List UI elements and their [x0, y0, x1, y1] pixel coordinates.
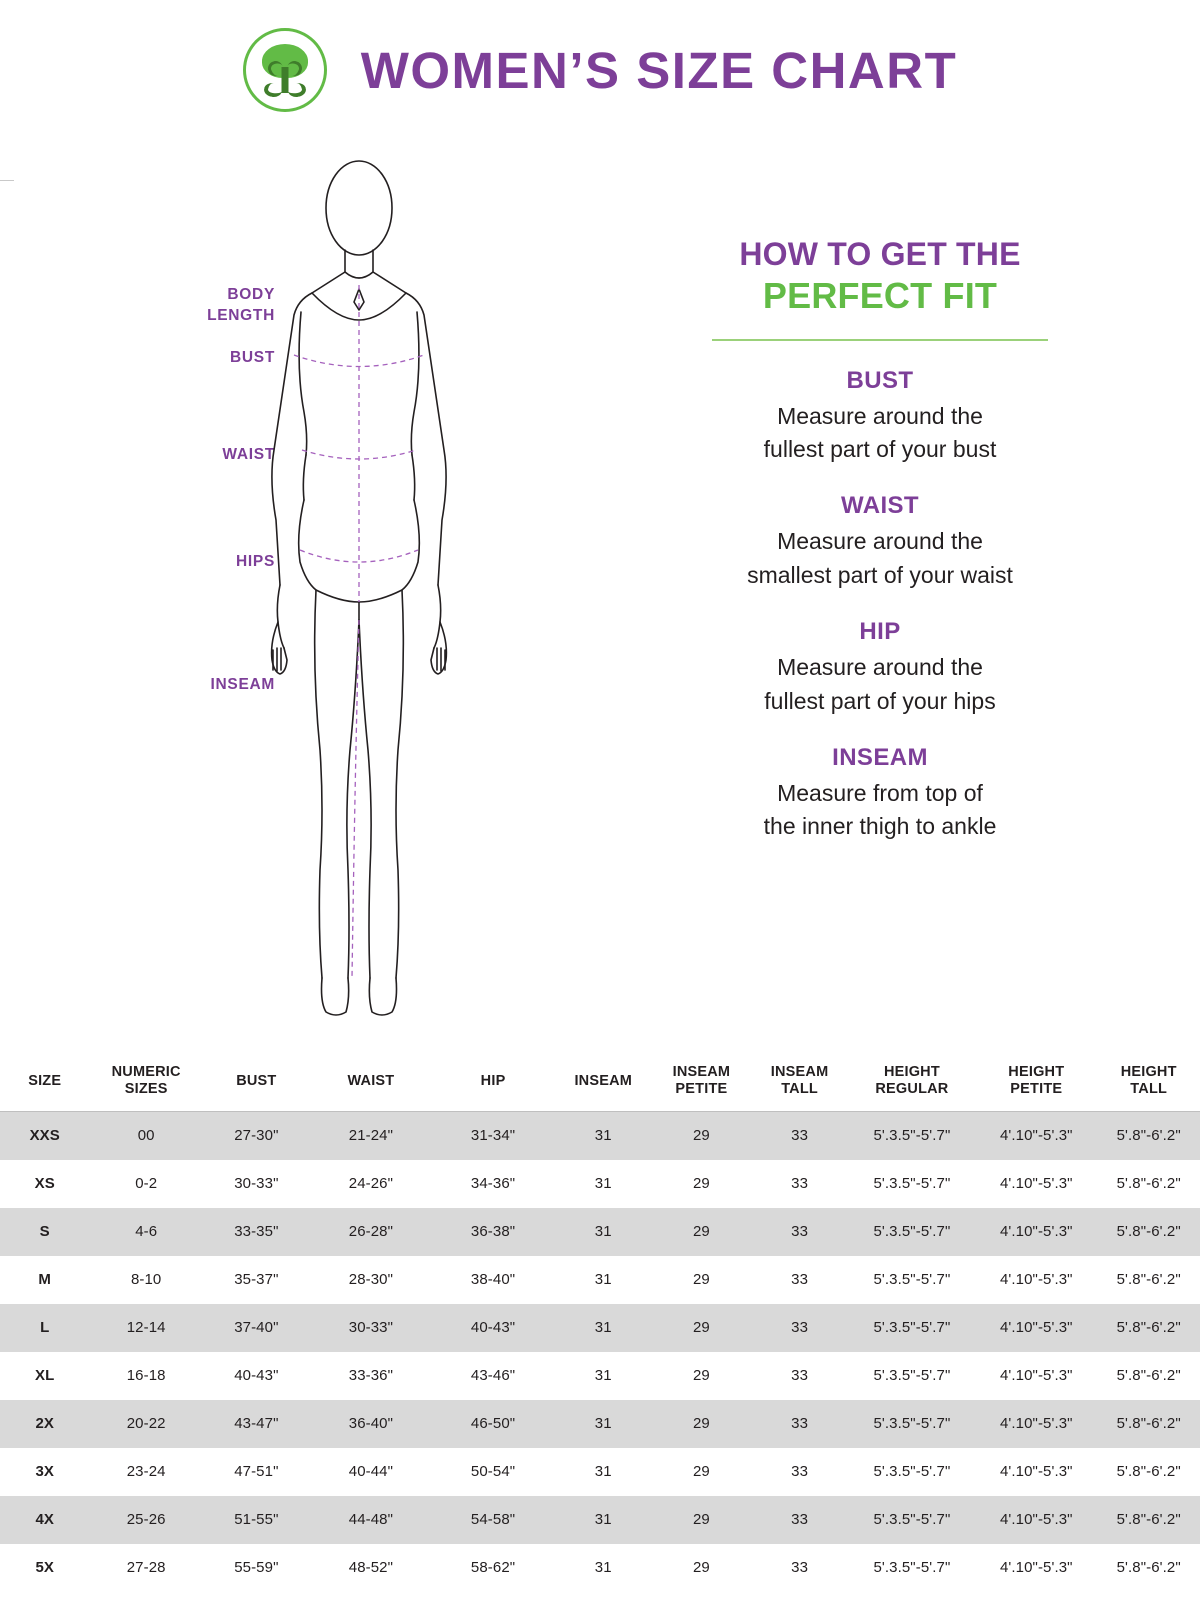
table-cell: 31	[554, 1111, 652, 1160]
table-cell: 00	[89, 1111, 202, 1160]
table-cell: 26-28"	[310, 1208, 432, 1256]
fit-item-waist-desc-line1: Measure around the	[777, 528, 983, 555]
table-cell: 33	[751, 1496, 849, 1544]
table-col-header: INSEAM PETITE	[652, 1058, 750, 1111]
table-col-header: WAIST	[310, 1058, 432, 1111]
table-cell: 20-22	[89, 1400, 202, 1448]
table-cell: 30-33"	[203, 1160, 310, 1208]
size-chart-table-wrapper	[0, 1058, 1200, 1592]
perfect-fit-guide	[585, 235, 1175, 844]
fit-item-inseam-desc-line2: the inner thigh to ankle	[763, 813, 997, 840]
label-body-length	[135, 285, 275, 327]
table-cell: 4'.10"-5'.3"	[975, 1400, 1097, 1448]
table-cell: 5'.3.5"-5'.7"	[849, 1496, 976, 1544]
table-cell: 5'.3.5"-5'.7"	[849, 1448, 976, 1496]
table-row	[0, 1544, 1200, 1592]
table-col-header: BUST	[203, 1058, 310, 1111]
table-cell: 4'.10"-5'.3"	[975, 1304, 1097, 1352]
table-cell: 37-40"	[203, 1304, 310, 1352]
table-cell: 29	[652, 1448, 750, 1496]
figure-illustration	[0, 140, 585, 1040]
table-cell: 31	[554, 1400, 652, 1448]
table-cell: 4'.10"-5'.3"	[975, 1448, 1097, 1496]
table-cell: 4'.10"-5'.3"	[975, 1160, 1097, 1208]
table-cell: 29	[652, 1256, 750, 1304]
table-cell: 33	[751, 1352, 849, 1400]
table-cell: 5'.8"-6'.2"	[1097, 1208, 1200, 1256]
table-cell: 5'.8"-6'.2"	[1097, 1111, 1200, 1160]
table-cell: 31	[554, 1544, 652, 1592]
table-cell: 40-43"	[203, 1352, 310, 1400]
table-cell: 5'.8"-6'.2"	[1097, 1160, 1200, 1208]
table-cell: 43-46"	[432, 1352, 554, 1400]
table-cell: 33	[751, 1111, 849, 1160]
table-cell: 5'.3.5"-5'.7"	[849, 1544, 976, 1592]
table-row	[0, 1448, 1200, 1496]
page-header	[0, 0, 1200, 110]
table-row	[0, 1352, 1200, 1400]
fit-item-hip-term: HIP	[859, 618, 901, 646]
table-cell: 28-30"	[310, 1256, 432, 1304]
fit-item-bust-desc-line2: fullest part of your bust	[763, 436, 997, 463]
table-cell: 4'.10"-5'.3"	[975, 1352, 1097, 1400]
fit-item-hip-desc-line1: Measure around the	[777, 654, 983, 681]
table-row	[0, 1160, 1200, 1208]
table-cell: 44-48"	[310, 1496, 432, 1544]
fit-item-waist	[585, 492, 1175, 592]
table-cell: 50-54"	[432, 1448, 554, 1496]
table-col-header: HIP	[432, 1058, 554, 1111]
table-cell: 51-55"	[203, 1496, 310, 1544]
table-cell: 5'.8"-6'.2"	[1097, 1304, 1200, 1352]
table-cell: 4'.10"-5'.3"	[975, 1544, 1097, 1592]
table-col-header: SIZE	[0, 1058, 89, 1111]
table-cell: 33	[751, 1304, 849, 1352]
fit-item-inseam-desc-line1: Measure from top of	[777, 779, 983, 806]
table-cell: 5'.3.5"-5'.7"	[849, 1160, 976, 1208]
table-cell: 27-30"	[203, 1111, 310, 1160]
table-cell: 5'.3.5"-5'.7"	[849, 1304, 976, 1352]
table-cell: 33	[751, 1256, 849, 1304]
table-cell: 4'.10"-5'.3"	[975, 1208, 1097, 1256]
table-cell: 12-14	[89, 1304, 202, 1352]
table-cell: 31	[554, 1304, 652, 1352]
table-cell: 54-58"	[432, 1496, 554, 1544]
table-cell: 27-28	[89, 1544, 202, 1592]
table-row	[0, 1496, 1200, 1544]
table-row	[0, 1111, 1200, 1160]
table-cell: 30-33"	[310, 1304, 432, 1352]
table-cell: 38-40"	[432, 1256, 554, 1304]
table-cell: 31	[554, 1352, 652, 1400]
tree-logo-icon	[243, 28, 327, 112]
table-cell: 31-34"	[432, 1111, 554, 1160]
table-cell: 33-36"	[310, 1352, 432, 1400]
table-cell: 47-51"	[203, 1448, 310, 1496]
table-cell: 33	[751, 1448, 849, 1496]
size-chart-table	[0, 1058, 1200, 1592]
table-cell: 5'.3.5"-5'.7"	[849, 1208, 976, 1256]
table-col-header: NUMERIC SIZES	[89, 1058, 202, 1111]
table-cell: 36-40"	[310, 1400, 432, 1448]
fit-heading-line1: HOW TO GET THE	[739, 236, 1021, 272]
table-cell-size: XXS	[0, 1111, 89, 1160]
table-cell: 5'.3.5"-5'.7"	[849, 1400, 976, 1448]
table-cell: 5'.8"-6'.2"	[1097, 1496, 1200, 1544]
table-cell: 4'.10"-5'.3"	[975, 1256, 1097, 1304]
table-body	[0, 1111, 1200, 1592]
table-col-header: HEIGHT TALL	[1097, 1058, 1200, 1111]
fit-item-inseam-term: INSEAM	[832, 743, 928, 771]
table-cell-size: XS	[0, 1160, 89, 1208]
table-header-row	[0, 1058, 1200, 1111]
table-col-header: HEIGHT PETITE	[975, 1058, 1097, 1111]
table-cell-size: L	[0, 1304, 89, 1352]
table-cell-size: XL	[0, 1352, 89, 1400]
fit-item-waist-desc-line2: smallest part of your waist	[747, 561, 1013, 588]
divider	[712, 339, 1048, 341]
table-cell: 29	[652, 1208, 750, 1256]
table-cell: 40-44"	[310, 1448, 432, 1496]
table-cell: 5'.3.5"-5'.7"	[849, 1352, 976, 1400]
table-cell: 34-36"	[432, 1160, 554, 1208]
table-cell: 58-62"	[432, 1544, 554, 1592]
table-cell-size: 3X	[0, 1448, 89, 1496]
label-body-length-line1: BODY	[227, 286, 275, 303]
table-cell: 29	[652, 1496, 750, 1544]
table-cell: 31	[554, 1208, 652, 1256]
table-cell: 5'.8"-6'.2"	[1097, 1544, 1200, 1592]
fit-item-waist-term: WAIST	[841, 492, 919, 520]
fit-item-hip	[585, 618, 1175, 718]
table-cell: 16-18	[89, 1352, 202, 1400]
table-cell: 5'.8"-6'.2"	[1097, 1352, 1200, 1400]
table-row	[0, 1208, 1200, 1256]
table-cell: 8-10	[89, 1256, 202, 1304]
label-inseam: INSEAM	[210, 676, 275, 693]
table-col-header: INSEAM	[554, 1058, 652, 1111]
table-cell: 33-35"	[203, 1208, 310, 1256]
table-cell: 21-24"	[310, 1111, 432, 1160]
table-cell: 24-26"	[310, 1160, 432, 1208]
table-cell: 33	[751, 1544, 849, 1592]
table-cell: 23-24	[89, 1448, 202, 1496]
table-cell: 4'.10"-5'.3"	[975, 1496, 1097, 1544]
label-waist: WAIST	[222, 446, 275, 463]
table-col-header: HEIGHT REGULAR	[849, 1058, 976, 1111]
table-cell: 55-59"	[203, 1544, 310, 1592]
table-cell: 29	[652, 1111, 750, 1160]
table-cell: 5'.8"-6'.2"	[1097, 1448, 1200, 1496]
table-cell: 5'.8"-6'.2"	[1097, 1256, 1200, 1304]
fit-item-bust	[585, 367, 1175, 467]
table-cell: 46-50"	[432, 1400, 554, 1448]
table-cell-size: 5X	[0, 1544, 89, 1592]
table-cell-size: S	[0, 1208, 89, 1256]
table-cell: 31	[554, 1448, 652, 1496]
table-row	[0, 1400, 1200, 1448]
table-cell-size: 2X	[0, 1400, 89, 1448]
label-bust: BUST	[230, 349, 275, 366]
table-cell: 29	[652, 1400, 750, 1448]
table-cell: 25-26	[89, 1496, 202, 1544]
table-cell: 33	[751, 1208, 849, 1256]
table-cell: 5'.3.5"-5'.7"	[849, 1256, 976, 1304]
table-cell: 33	[751, 1160, 849, 1208]
table-cell: 48-52"	[310, 1544, 432, 1592]
table-cell: 4-6	[89, 1208, 202, 1256]
table-cell-size: 4X	[0, 1496, 89, 1544]
table-cell: 35-37"	[203, 1256, 310, 1304]
table-row	[0, 1304, 1200, 1352]
table-cell: 36-38"	[432, 1208, 554, 1256]
table-cell-size: M	[0, 1256, 89, 1304]
label-hips: HIPS	[236, 553, 275, 570]
female-body-figure-icon	[260, 150, 520, 1030]
table-cell: 29	[652, 1160, 750, 1208]
table-row	[0, 1256, 1200, 1304]
table-cell: 31	[554, 1496, 652, 1544]
table-cell: 43-47"	[203, 1400, 310, 1448]
table-cell: 29	[652, 1304, 750, 1352]
table-cell: 0-2	[89, 1160, 202, 1208]
fit-heading-line2: PERFECT FIT	[762, 275, 998, 317]
fit-item-bust-term: BUST	[846, 366, 914, 394]
table-cell: 5'.8"-6'.2"	[1097, 1400, 1200, 1448]
table-cell: 31	[554, 1256, 652, 1304]
page-title: WOMEN’S SIZE CHART	[360, 41, 958, 99]
table-cell: 4'.10"-5'.3"	[975, 1111, 1097, 1160]
fit-item-bust-desc-line1: Measure around the	[777, 402, 983, 429]
table-header	[0, 1058, 1200, 1111]
table-cell: 40-43"	[432, 1304, 554, 1352]
table-cell: 33	[751, 1400, 849, 1448]
table-cell: 31	[554, 1160, 652, 1208]
fit-item-hip-desc-line2: fullest part of your hips	[764, 687, 996, 714]
table-cell: 29	[652, 1352, 750, 1400]
table-col-header: INSEAM TALL	[751, 1058, 849, 1111]
table-cell: 5'.3.5"-5'.7"	[849, 1111, 976, 1160]
label-body-length-line2: LENGTH	[207, 306, 275, 324]
table-cell: 29	[652, 1544, 750, 1592]
fit-item-inseam	[585, 744, 1175, 844]
